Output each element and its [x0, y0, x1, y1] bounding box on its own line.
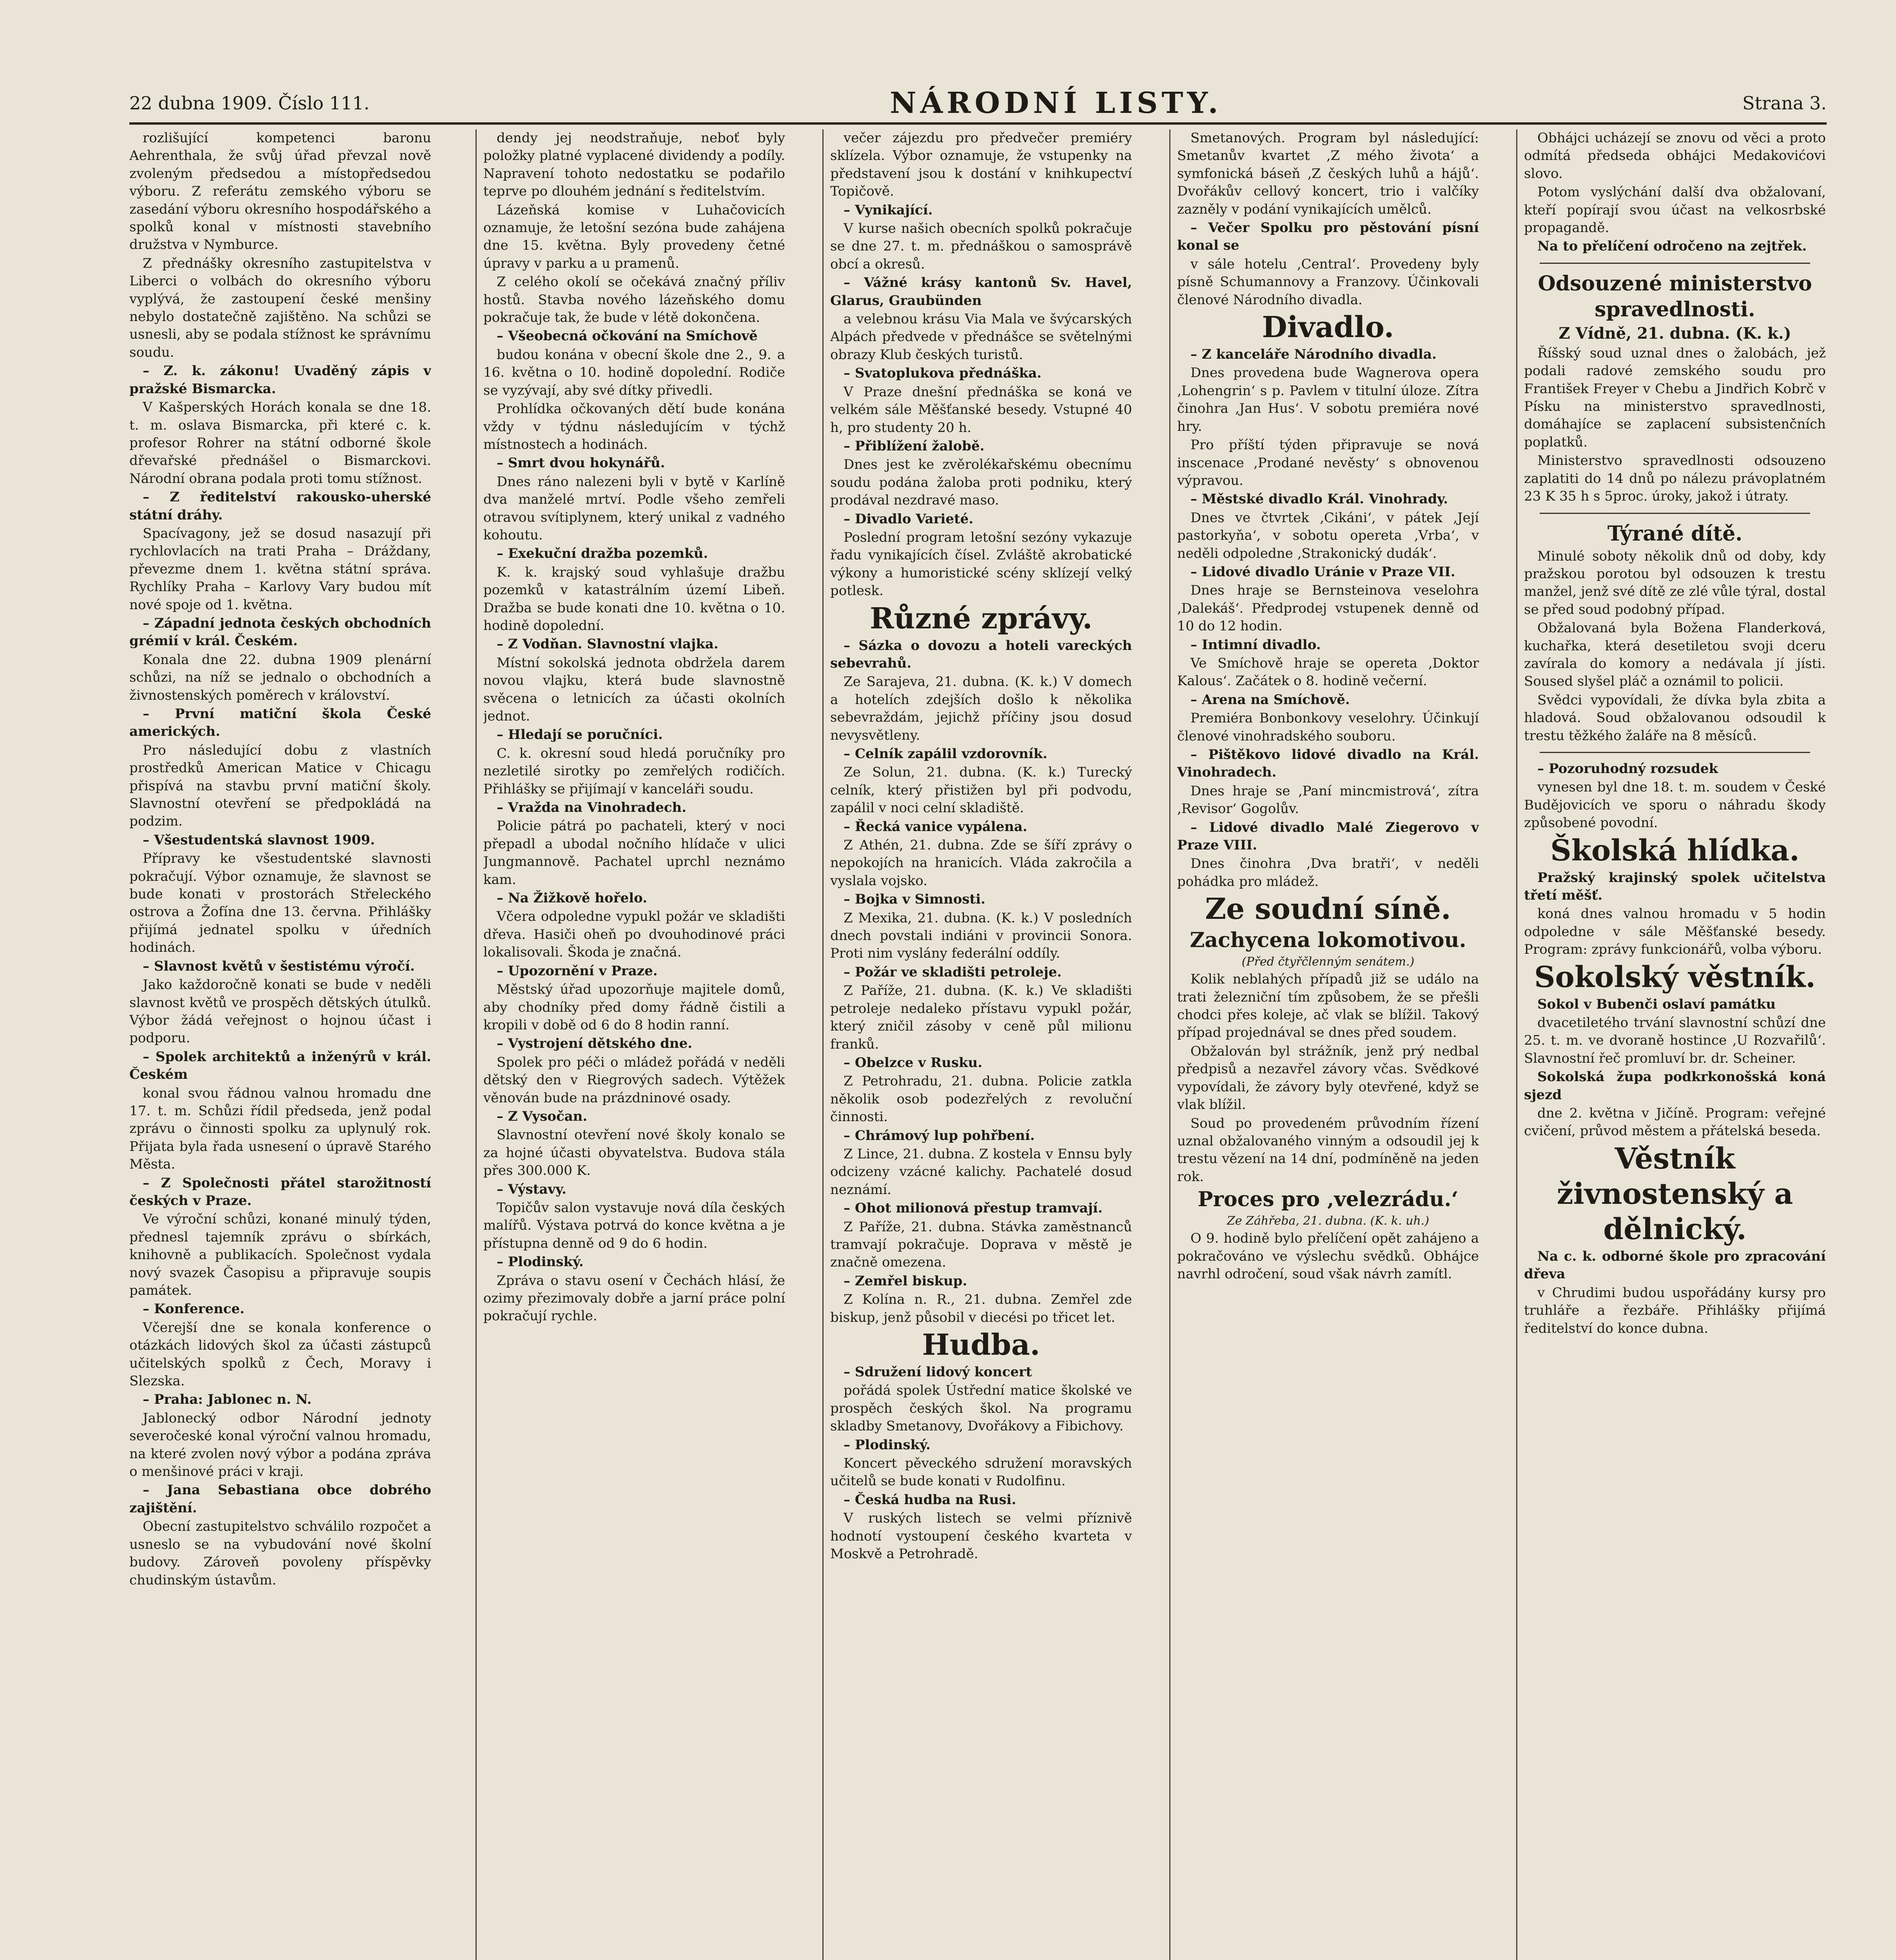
article-headline: – Obelzce v Rusku.: [844, 1054, 983, 1071]
article-paragraph: dne 2. května v Jičíně. Program: veřejné cvičení, průvod městem a přátelská beseda.: [1524, 1105, 1826, 1139]
article-headline: – Spolek architektů a inženýrů v král. Českém: [129, 1049, 431, 1083]
article-paragraph: Slavnostní otevření nové školy konalo se za hojné účasti obyvatelstva. Budova stála přes 300.000 K.: [483, 1127, 785, 1179]
article-headline: – Vynikající.: [844, 202, 933, 218]
section-heading: Ze Záhřeba, 21. dubna. (K. k. uh.): [1227, 1214, 1430, 1228]
section-heading: Ze soudní síně.: [1205, 892, 1451, 926]
article-paragraph: Kolik neblahých případů již se událo na trati železniční tím způsobem, že se přešli chodci přes koleje, ač vlak se blížil. Takový případ projednával se dnes před soudem.: [1177, 971, 1479, 1041]
article-headline: – Arena na Smíchově.: [1190, 691, 1350, 708]
article-paragraph: Včera odpoledne vypukl požár ve skladišti dřeva. Hasiči oheň po dvouhodinové práci lokalisovali. Škoda je značná.: [483, 909, 785, 960]
article-paragraph: Jako každoročně konati se bude v neděli slavnost květů ve prospěch dětských útulků. Výbor žádá veřejnost o hojnou účast i podporu.: [129, 977, 431, 1046]
article-paragraph: a velebnou krásu Via Mala ve švýcarských Alpách předvede v přednášce se světelnými obrazy Klub českých turistů.: [830, 311, 1132, 363]
article-paragraph: Přípravy ke všestudentské slavnosti pokračují. Výbor oznamuje, že slavnost se bude konati v prostorách Střeleckého ostrova a Žofína dne 13. června. Přihlášky přijímá jednatel spolku v úředních hodinách.: [129, 851, 431, 956]
article-paragraph: Obžalován byl strážník, jenž prý nedbal předpisů a nezavřel závory včas. Svědkové vypovídali, že závory byly otevřené, když se vlak blížil.: [1177, 1043, 1479, 1113]
article-paragraph: Z Paříže, 21. dubna. Stávka zaměstnanců tramvají pokračuje. Doprava v městě je značně omezena.: [830, 1219, 1132, 1270]
article-headline: – Všestudentská slavnost 1909.: [143, 832, 375, 848]
column-5: [1524, 129, 1826, 1960]
article-paragraph: Z Athén, 21. dubna. Zde se šíří zprávy o nepokojích na hranicích. Vláda zakročila a vyslala vojsko.: [830, 837, 1132, 889]
article-paragraph: Poslední program letošní sezóny vykazuje řadu vynikajících čísel. Zvláště akrobatické výkony a humoristické scény sklízejí velký potlesk.: [830, 529, 1132, 599]
article-paragraph: pořádá spolek Ústřední matice školské ve prospěch českých škol. Na programu skladby Smetanovy, Dvořákovy a Fibichovy.: [830, 1383, 1132, 1434]
article-paragraph: Minulé soboty několik dnů od doby, kdy pražskou porotou byl odsouzen k trestu manžel, jenž své dítě ze zlé vůle týral, dostal se před soud podobný případ.: [1524, 548, 1826, 617]
article-headline: – Večer Spolku pro pěstování písní konal se: [1177, 220, 1479, 254]
article-paragraph: vynesen byl dne 18. t. m. soudem v České Budějovicích ve sporu o náhradu škody způsobené povodní.: [1524, 779, 1826, 831]
article-headline: – Vražda na Vinohradech.: [497, 800, 687, 816]
article-paragraph: dvacetiletého trvání slavnostní schůzí dne 25. t. m. ve dvoraně hostince ‚U Rozvařilů‘. Slavnostní řeč promluví br. dr. Scheiner.: [1524, 1015, 1826, 1066]
article-paragraph: Ve výroční schůzi, konané minulý týden, přednesl tajemník zprávu o sbírkách, knihovně a publikacích. Společnost vydala nový svazek Časopisu a připravuje soupis památek.: [129, 1211, 431, 1298]
article-paragraph: Konala dne 22. dubna 1909 plenární schůzi, na níž se jednalo o obchodních a živnostenských poměrech v království.: [129, 652, 431, 703]
article-headline: – Výstavy.: [497, 1181, 566, 1197]
masthead-rule: [129, 122, 1827, 125]
article-paragraph: Dnes ráno nalezeni byli v bytě v Karlíně dva manželé mrtví. Podle všeho zemřeli otravou svítiplynem, který unikal z vadného kohoutu.: [483, 474, 785, 543]
article-paragraph: Z celého okolí se očekává značný příliv hostů. Stavba nového lázeňského domu pokračuje tak, že bude v létě dokončena.: [483, 274, 785, 326]
article-paragraph: Z Paříže, 21. dubna. (K. k.) Ve skladišti petroleje nedaleko přístavu vypukl požár, který zničil zásoby v ceně půl milionu franků.: [830, 983, 1132, 1052]
article-paragraph: Ze Sarajeva, 21. dubna. (K. k.) V domech a hotelích zdejších došlo k několika sebevraždám, jejichž příčiny jsou dosud nevysvětleny.: [830, 674, 1132, 743]
article-headline: – Divadlo Varieté.: [844, 511, 974, 527]
section-heading: Týrané dítě.: [1607, 521, 1743, 546]
article-paragraph: dendy jej neodstraňuje, neboť byly položky platné vyplacené dividendy a podíly. Napravení tohoto nedostatku se podařilo teprve po dlouhém jednání s ředitelstvím.: [483, 130, 785, 200]
article-paragraph: Spolek pro péči o mládež pořádá v neděli dětský den v Riegrových sadech. Výtěžek věnován bude na prázdninové osady.: [483, 1054, 785, 1106]
section-heading: Proces pro ‚velezrádu.‘: [1197, 1187, 1459, 1212]
article-headline: – Konference.: [143, 1301, 245, 1317]
article-paragraph: Z Lince, 21. dubna. Z kostela v Ennsu byly odcizeny vzácné kalichy. Pachatelé dosud neznámí.: [830, 1146, 1132, 1198]
article-paragraph: Policie pátrá po pachateli, který v noci přepadl a ubodal nočního hlídače v ulici Jungmannově. Pachatel uprchl neznámo kam.: [483, 818, 785, 887]
masthead: [129, 85, 1827, 121]
article-paragraph: V kurse našich obecních spolků pokračuje se dne 27. t. m. přednáškou o samosprávě obcí a okresů.: [830, 221, 1132, 272]
article-paragraph: V ruských listech se velmi příznivě hodnotí vystoupení českého kvarteta v Moskvě a Petrohradě.: [830, 1510, 1132, 1562]
article-paragraph: Včerejší dne se konala konference o otázkách lidových škol za účasti zástupců učitelských spolků z Čech, Moravy i Slezska.: [129, 1319, 431, 1389]
article-paragraph: C. k. okresní soud hledá poručníky pro nezletilé sirotky po zemřelých rodičích. Přihlášky se přijímají v kanceláři soudu.: [483, 745, 785, 797]
article-headline: – Exekuční dražba pozemků.: [497, 546, 708, 562]
article-headline: – Vážné krásy kantonů Sv. Havel, Glarus, Graubünden: [830, 275, 1132, 309]
article-paragraph: Svědci vypovídali, že dívka byla zbita a hladová. Soud obžalovanou odsoudil k trestu těžkého žaláře na 8 měsíců.: [1524, 692, 1826, 744]
article-paragraph: Dnes hraje se Bernsteinova veselohra ‚Dalekáš‘. Předprodej vstupenek denně od 10 do 12 hodin.: [1177, 583, 1479, 634]
article-headline: – Pištěkovo lidové divadlo na Král. Vinohradech.: [1177, 747, 1479, 780]
article-paragraph: Z Mexika, 21. dubna. (K. k.) V posledních dnech povstali indiáni v provincii Sonora. Proti nim vyslány federální oddíly.: [830, 910, 1132, 962]
article-paragraph: Topičův salon vystavuje nová díla českých malířů. Výstava potrvá do konce května a je přístupna denně od 9 do 6 hodin.: [483, 1200, 785, 1251]
section-separator: [1540, 513, 1810, 514]
article-paragraph: Jablonecký odbor Národní jednoty severočeské konal výroční valnou hromadu, na které zvolen nový výbor a podána zpráva o menšinové práci v kraji.: [129, 1410, 431, 1480]
column-1: [129, 129, 431, 1960]
article-paragraph: Smetanových. Program byl následující: Smetanův kvartet ‚Z mého života‘ a symfonická báseň ‚Z českých luhů a hájů‘. Dvořákův cellový koncert, trio i valčíky zazněly v podání vynikajících umělců.: [1177, 130, 1479, 217]
article-headline: – Plodinský.: [497, 1254, 584, 1270]
article-headline: – Svatoplukova přednáška.: [844, 365, 1042, 381]
article-paragraph: Obecní zastupitelstvo schválilo rozpočet a usneslo se na vybudování nové školní budovy. Zároveň povoleny příspěvky chudinským ústavům.: [129, 1519, 431, 1588]
article-headline: – Z kanceláře Národního divadla.: [1190, 347, 1437, 363]
article-paragraph: rozlišující kompetenci baronu Aehrenthala, že svůj úřad převzal nově zvoleným předsedou a místopředsedou výboru. Z referátu zemského výboru se zasedání výboru okresního hospodářského a spolků konal v místnosti stavebního družstva v Nymburce.: [129, 130, 431, 253]
article-paragraph: Dnes hraje se ‚Paní mincmistrová‘, zítra ‚Revisor‘ Gogolův.: [1177, 783, 1479, 817]
article-headline: – Lidové divadlo Malé Ziegerovo v Praze VIII.: [1177, 819, 1479, 853]
article-paragraph: Ze Solun, 21. dubna. (K. k.) Turecký celník, který přistižen byl při podvodu, zapálil v noci celní skladiště.: [830, 764, 1132, 816]
article-paragraph: Dnes ve čtvrtek ‚Cikáni‘, v pátek ‚Její pastorkyňa‘, v sobotu opereta ‚Vrba‘, v neděli odpoledne ‚Strakonický dudák‘.: [1177, 510, 1479, 561]
article-headline: – Z. k. zákonu! Uvaděný zápis v pražské Bismarcka.: [129, 363, 431, 397]
article-paragraph: O 9. hodině bylo přelíčení opět zahájeno a pokračováno ve výslechu svědků. Obhájce navrhl odročení, soud však návrh zamítl.: [1177, 1230, 1479, 1282]
article-headline: Na c. k. odborné škole pro zpracování dřeva: [1524, 1248, 1826, 1282]
article-headline: – Vystrojení dětského dne.: [497, 1036, 693, 1052]
column-3: [830, 129, 1132, 1960]
article-headline: – Praha: Jablonec n. N.: [143, 1392, 312, 1408]
article-headline: – Všeobecná očkování na Smíchově: [497, 328, 758, 344]
article-paragraph: Ministerstvo spravedlnosti odsouzeno zaplatiti do 14 dnů po nálezu právoplatném 23 K 35 h s 5proc. úroky, jakož i útraty.: [1524, 453, 1826, 505]
article-paragraph: Dnes provedena bude Wagnerova opera ‚Lohengrin‘ s p. Pavlem v titulní úloze. Zítra činohra ‚Jan Hus‘. V sobotu premiéra nové hry.: [1177, 365, 1479, 434]
section-heading: Sokolský věstník.: [1534, 960, 1816, 994]
article-paragraph: Pro příští týden připravuje se nová inscenace ‚Prodané nevěsty‘ s obnovenou výpravou.: [1177, 437, 1479, 488]
article-headline: – Pozoruhodný rozsudek: [1537, 760, 1718, 777]
article-paragraph: Dnes činohra ‚Dva bratři‘, v neděli pohádka pro mládež.: [1177, 856, 1479, 889]
article-paragraph: Zpráva o stavu osení v Čechách hlásí, že ozimy přezimovaly dobře a jarní práce polní pokračují rychle.: [483, 1272, 785, 1324]
article-headline: – Ohot milionová přestup tramvají.: [844, 1200, 1103, 1216]
article-headline: – Z Společnosti přátel starožitností českých v Praze.: [129, 1175, 431, 1209]
article-paragraph: konal svou řádnou valnou hromadu dne 17. t. m. Schůzi řídil předseda, jenž podal zprávu o činnosti spolku za uplynulý rok. Přijata byla řada usnesení o úpravě Starého Města.: [129, 1085, 431, 1172]
article-headline: Sokol v Bubenči oslaví památku: [1537, 996, 1776, 1012]
article-headline: – Z Vysočan.: [497, 1108, 588, 1124]
article-paragraph: Dnes jest ke zvěrolékařskému obecnímu soudu podána žaloba proti podniku, který prodával nezdravé maso.: [830, 457, 1132, 508]
article-headline: – Hledají se poručníci.: [497, 727, 663, 743]
article-paragraph: v sále hotelu ‚Central‘. Provedeny byly písně Schumannovy a Franzovy. Účinkovali členové Národního divadla.: [1177, 256, 1479, 308]
article-paragraph: Soud po provedeném průvodním řízení uznal obžalovaného vinným a odsoudil jej k trestu vězení na 14 dní, podmíněně na jeden rok.: [1177, 1115, 1479, 1185]
section-heading: Zachycena lokomotivou.: [1190, 928, 1466, 953]
article-paragraph: Městský úřad upozorňuje majitele domů, aby chodníky před domy řádně čistili a kropili v době od 6 do 8 hodin ranní.: [483, 982, 785, 1033]
article-paragraph: Z přednášky okresního zastupitelstva v Liberci o volbách do okresního výboru vyplývá, že zastoupení české menšiny nebylo dostatečně zajištěno. Na schůzi se usnesli, aby se podala stížnost ke správnímu soudu.: [129, 255, 431, 360]
article-headline: – Bojka v Simnosti.: [844, 891, 986, 907]
article-headline: – Sázka o dovozu a hoteli vareckých sebevrahů.: [830, 637, 1132, 671]
article-paragraph: Lázeňská komise v Luhačovicích oznamuje, že letošní sezóna bude zahájena dne 15. května. Byly provedeny četné úpravy v parku a u pramenů.: [483, 202, 785, 271]
article-headline: Sokolská župa podkrkonošská koná sjezd: [1524, 1069, 1826, 1103]
section-heading: Různé zprávy.: [870, 601, 1092, 635]
column-divider: [475, 129, 477, 1960]
page-number: Strana 3.: [1742, 93, 1827, 114]
article-headline: – Z Vodňan. Slavnostní vlajka.: [497, 636, 718, 652]
column-divider: [1516, 129, 1517, 1960]
article-headline: – Lidové divadlo Uránie v Praze VII.: [1190, 564, 1455, 580]
article-headline: Pražský krajinský spolek učitelstva třetí měšť.: [1524, 869, 1826, 903]
article-headline: – Zemřel biskup.: [844, 1273, 967, 1289]
article-headline: – Upozornění v Praze.: [497, 963, 658, 979]
article-paragraph: Z Kolína n. R., 21. dubna. Zemřel zde biskup, jenž působil v diecési po třicet let.: [830, 1292, 1132, 1325]
section-heading: Divadlo.: [1262, 310, 1394, 345]
article-paragraph: K. k. krajský soud vyhlašuje dražbu pozemků v katastrálním území Libeň. Dražba se bude konati dne 10. května o 10. hodině dopolední.: [483, 564, 785, 633]
article-paragraph: Premiéra Bonbonkovy veselohry. Účinkují členové vinohradského souboru.: [1177, 710, 1479, 744]
article-paragraph: V Praze dnešní přednáška se koná ve velkém sále Měšťanské besedy. Vstupné 40 h, pro studenty 20 h.: [830, 384, 1132, 436]
article-headline: Na to přelíčení odročeno na zejtřek.: [1537, 238, 1807, 254]
column-4: [1177, 129, 1479, 1960]
article-paragraph: Koncert pěveckého sdružení moravských učitelů se bude konati v Rudolfinu.: [830, 1455, 1132, 1489]
article-paragraph: Ve Smíchově hraje se opereta ‚Doktor Kalous‘. Začátek o 8. hodině večerní.: [1177, 655, 1479, 689]
article-paragraph: Prohlídka očkovaných dětí bude konána vždy v týdnu následujícím v týchž místnostech a hodinách.: [483, 401, 785, 452]
article-headline: – Západní jednota českých obchodních grémií v král. Českém.: [129, 615, 431, 649]
article-paragraph: Obžalovaná byla Božena Flanderková, kuchařka, která desetiletou svoji dceru zavírala do komory a nedávala jí jísti. Soused slyšel pláč a oznámil to policii.: [1524, 620, 1826, 690]
article-paragraph: Obhájci ucházejí se znovu od věci a proto odmítá předseda obhájci Medakovićovi slovo.: [1524, 130, 1826, 181]
column-divider: [1169, 129, 1170, 1960]
article-headline: – Sdružení lidový koncert: [844, 1364, 1032, 1380]
article-paragraph: Z Petrohradu, 21. dubna. Policie zatkla několik osob podezřelých z revoluční činnosti.: [830, 1073, 1132, 1125]
column-2: [483, 129, 785, 1960]
article-headline: – Plodinský.: [844, 1437, 931, 1453]
article-headline: – Městské divadlo Král. Vinohrady.: [1190, 491, 1448, 507]
section-heading: Odsouzené ministerstvo spravedlnosti.: [1538, 271, 1812, 321]
article-paragraph: v Chrudimi budou uspořádány kursy pro truhláře a řezbáře. Přihlášky přijímá ředitelství do konce dubna.: [1524, 1285, 1826, 1336]
article-headline: – První matiční škola České amerických.: [129, 706, 431, 740]
article-paragraph: Pro následující dobu z vlastních prostředků American Matice v Chicagu přispívá na stavbu první matiční školy. Slavnostní otevření se předpokládá na podzim.: [129, 742, 431, 829]
article-headline: – Řecká vanice vypálena.: [844, 818, 1027, 835]
article-headline: – Celník zapálil vzdorovník.: [844, 746, 1048, 762]
article-headline: – Na Žižkově hořelo.: [497, 890, 648, 906]
article-paragraph: budou konána v obecní škole dne 2., 9. a 16. května o 10. hodině dopolední. Rodiče se vyzývají, aby své dítky přivedli.: [483, 347, 785, 398]
column-divider: [822, 129, 824, 1960]
article-headline: – Požár ve skladišti petroleje.: [844, 964, 1062, 980]
section-heading: Hudba.: [922, 1328, 1040, 1362]
article-headline: – Smrt dvou hokynářů.: [497, 455, 665, 471]
issue-date: 22 dubna 1909. Číslo 111.: [129, 93, 370, 114]
newspaper-title: NÁRODNÍ LISTY.: [890, 86, 1222, 120]
article-headline: – Chrámový lup pohřbení.: [844, 1127, 1035, 1143]
article-headline: – Jana Sebastiana obce dobrého zajištění.: [129, 1482, 431, 1516]
article-headline: – Z ředitelství rakousko-uherské státní dráhy.: [129, 489, 431, 523]
article-paragraph: koná dnes valnou hromadu v 5 hodin odpoledne v sále Měšťanské besedy. Program: zprávy funkcionářů, volba výboru.: [1524, 906, 1826, 958]
section-heading: Z Vídně, 21. dubna. (K. k.): [1559, 324, 1791, 343]
section-separator: [1540, 752, 1810, 753]
article-headline: – Slavnost květů v šestistému výročí.: [143, 958, 415, 974]
article-paragraph: Říšský soud uznal dnes o žalobách, jež podali radové zemského soudu pro František Freyer v Chebu a Jindřich Kobrč v Písku na ministerstvo spravedlnosti, domáhajíce se zaplacení subsistenčních poplatků.: [1524, 345, 1826, 450]
article-headline: – Přiblížení žalobě.: [844, 438, 985, 454]
article-paragraph: večer zájezdu pro předvečer premiéry sklízela. Výbor oznamuje, že vstupenky na představení jsou k dostání v knihkupectví Topičově.: [830, 130, 1132, 200]
article-headline: – Intimní divadlo.: [1190, 637, 1321, 653]
section-heading: (Před čtyřčlenným senátem.): [1241, 955, 1415, 969]
article-paragraph: Spacívagony, jež se dosud nasazují při rychlovlacích na trati Praha – Dráždany, převezme dnem 1. května státní správa. Rychlíky Praha – Karlovy Vary budou mít nové spoje od 1. května.: [129, 525, 431, 613]
section-heading: Věstník živnostenský a dělnický.: [1557, 1142, 1793, 1246]
section-heading: Školská hlídka.: [1550, 833, 1800, 867]
article-paragraph: V Kašperských Horách konala se dne 18. t. m. oslava Bismarcka, při které c. k. profesor Rohrer na státní odborné škole dřevařské přednášel o Bismarckovi. Národní obrana podala proti tomu stížnost.: [129, 399, 431, 486]
article-paragraph: Místní sokolská jednota obdržela darem novou vlajku, která bude slavnostně svěcena o letnicích za účasti okolních jednot.: [483, 655, 785, 724]
section-separator: [1540, 263, 1810, 264]
article-headline: – Česká hudba na Rusi.: [844, 1492, 1016, 1508]
article-paragraph: Potom vyslýchání další dva obžalovaní, kteří popírají svou účast na velkosrbské propagandě.: [1524, 184, 1826, 236]
